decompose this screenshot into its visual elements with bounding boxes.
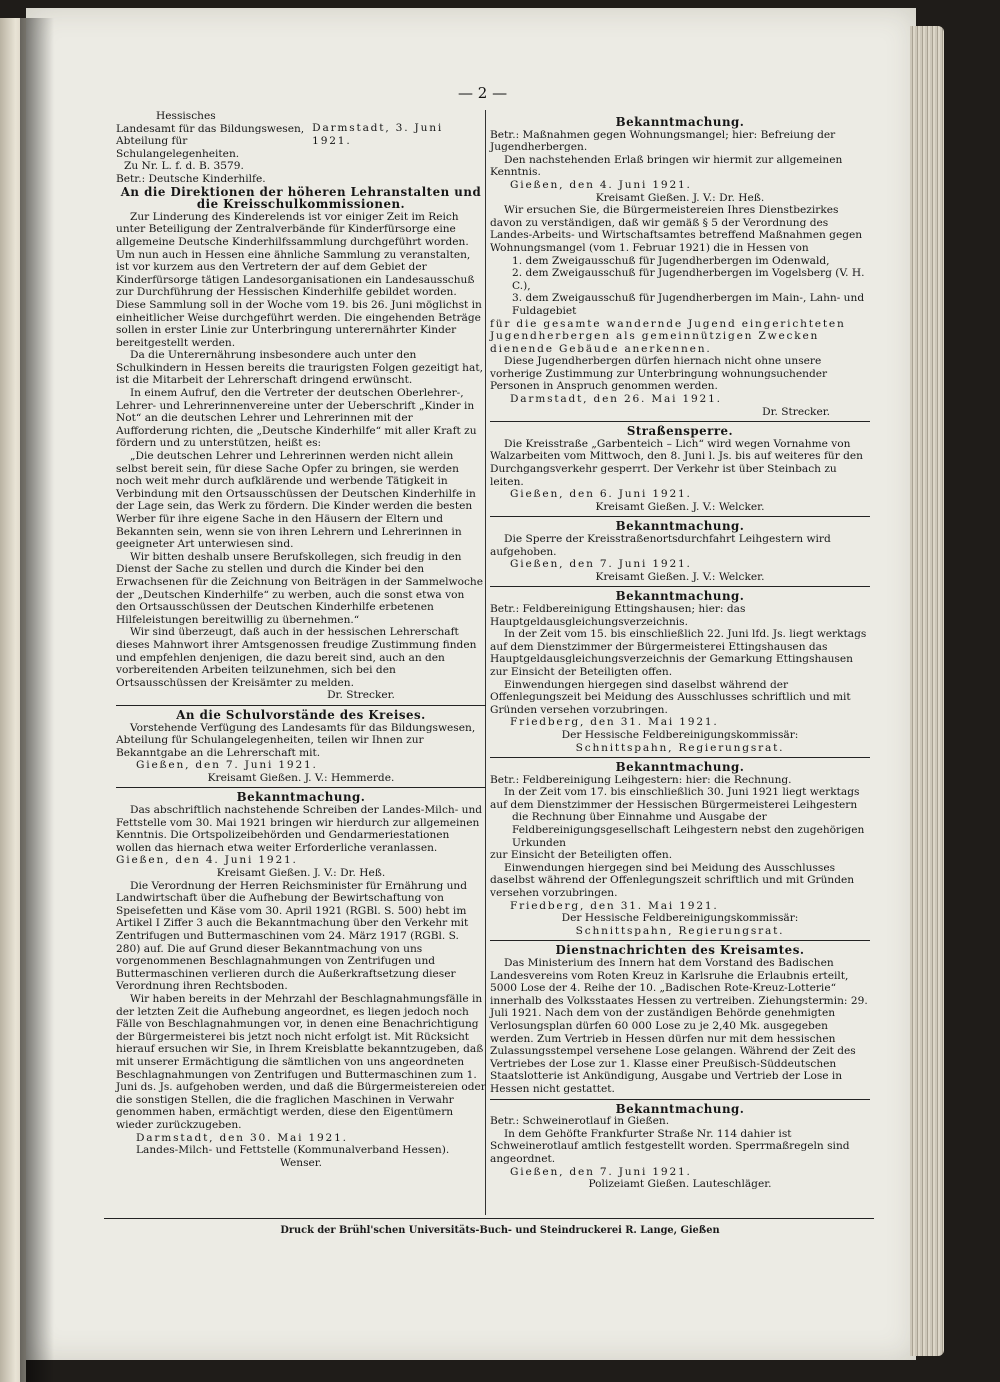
list-item: 1. dem Zweigausschuß für Jugendherbergen im Odenwald, [512,254,830,267]
section-heading: Bekanntmachung. [615,589,745,604]
letterhead [116,110,486,173]
signature: Der Hessische Feldbereinigungskommissär: [561,728,799,741]
subject-line: Betr.: Feldbereinigung Ettingshausen; hier: das Hauptgeldausgleichungsverzeichnis. [490,602,746,628]
signature: Kreisamt Gießen. J. V.: Welcker. [595,570,765,583]
printer-imprint: Druck der Brühl'schen Universitäts-Buch- und Steindruckerei R. Lange, Gießen [280,1225,720,1236]
paragraph: Da die Unterernährung insbesondere auch unter den Schulkindern in Hessen bereits die traurigsten Folgen gezeitigt hat, ist die Mitarbeit der Lehrerschaft dringend erwünscht. [116,349,483,387]
subject-line: Betr.: Deutsche Kinderhilfe. [116,172,266,185]
section-heading: Bekanntmachung. [615,115,745,129]
paragraph: In einem Aufruf, den die Vertreter der deutschen Oberlehrer-, Lehrer- und Lehrerinnenvereine unter der Ueberschrift „Kinder in Not“ an die deutschen Lehrer und Lehrerinnen mit der Aufforderung richten, die „Deutsche Kinderhilfe“ mit aller Kraft zu fördern und zu unterstützen, heißt es: [116,387,477,450]
paragraph: In der Zeit vom 15. bis einschließlich 22. Juni lfd. Js. liegt werktags auf dem Dienstzimmer der Bürgermeisterei Ettingshausen das Hauptgeldausgleichungsverzeichnis der Gemarkung Ettingshausen [490,628,867,666]
paragraph: Wir ersuchen Sie, die Bürgermeistereien Ihres Dienstbezirkes davon zu verständigen, daß wir gemäß § 5 der Verordnung des Landes-Arbeits- und Wirtschaftsamtes betreffend Maßnahmen gegen Wohnungsmangel (vom 1. Februar 1921) die in Hessen von [490,204,863,254]
bottom-rule [104,1218,874,1219]
list-item: 3. dem Zweigausschuß für Jugendherbergen im Main-, Lahn- und Fuldagebiet [512,292,865,317]
subject-line: Betr.: Feldbereinigung Leihgestern: hier: die Rechnung. [490,773,792,786]
section-heading: Dienstnachrichten des Kreisamtes. [555,943,805,958]
divider [490,586,870,587]
paragraph: Die Kreisstraße „Garbenteich – Lich“ wird wegen Vornahme von Walzarbeiten vom Mittwoch, den 8. Juni l. Js. bis auf weiteres für den Durchgangsverkehr gesperrt. Der Verkehr ist über Steinbach zu leiten. [490,437,863,488]
divider [490,940,870,941]
section-heading: An die Schulvorstände des Kreises. [176,707,426,722]
subject-line: Betr.: Schweinerotlauf in Gießen. [490,1115,670,1128]
signature: Kreisamt Gießen. J. V.: Dr. Heß. [595,191,765,204]
paragraph: In dem Gehöfte Frankfurter Straße Nr. 114 dahier ist Schweinerotlauf amtlich festgestellt worden. Sperrmaßregeln sind angeordnet. [490,1127,850,1165]
paragraph: Den nachstehenden Erlaß bringen wir hiermit zur allgemeinen Kenntnis. [490,153,843,179]
office-line: Landesamt für das Bildungswesen, [116,122,305,135]
paragraph: Zur Linderung des Kinderelends ist vor einiger Zeit im Reich unter Beteiligung der Zentralverbände für Kinderfürsorge eine allgemeine Deutsche Kinderhilfssammlung durchgeführt worden. Um nun auch in Hessen eine ähnliche Sammlung zu veranstalten, ist vor kurzem aus den Vertretern der auf dem Gebiet der Kinderfürsorge tätigen Landesorganisationen ein Landesausschuß zur Durchführung der Hessischen Kinderhilfe gebildet worden. Diese Sammlung soll in der Woche vom 19. bis 26. Juni möglichst in einheitlicher Weise durchgeführt werden. Die eingehenden Beträge sollen in erster Linie zur Unterbringung unterernährter Kinder bereitgestellt werden. [116,210,482,349]
office-line: Abteilung für Schulangelegenheiten. [116,135,240,160]
list-item: die Rechnung über Einnahme und Ausgabe der Feldbereinigungsgesellschaft Leihgestern nebst den zugehörigen Urkunden [512,811,865,849]
binding-shadow [20,18,54,1382]
paragraph: Vorstehende Verfügung des Landesamts für das Bildungswesen, Abteilung für Schulangelegenheiten, teilen wir Ihnen zur Bekanntgabe an die Lehrerschaft mit. [116,721,476,759]
paragraph: Die Verordnung der Herren Reichsminister für Ernährung und Landwirtschaft über die Aufhebung der Bewirtschaftung von Speisefetten und Käse vom 30. April 1921 (RGBl. S. 500) hebt im Artikel I Ziffer 3 auch die Bekanntmachung über den Verkehr mit Zentrifugen und Buttermaschinen vom 24. März 1917 (RGBl. S. 280) auf. Die auf Grund dieser Bekanntmachung von uns vorgenommenen Beschlagnahmungen von Zentrifugen und Buttermaschinen verlieren durch die Außerkraftsetzung dieser Verordnung ihren Rechtsboden. [116,879,469,993]
signature: Kreisamt Gießen. J. V.: Welcker. [595,500,765,513]
signature: Der Hessische Feldbereinigungskommissär: [561,912,799,925]
section-heading: Bekanntmachung. [615,519,745,534]
paragraph: Das Ministerium des Innern hat dem Vorstand des Badischen Landesvereins vom Roten Kreuz in Karlsruhe die Erlaubnis erteilt, 5000 Lose der 4. Reihe der 10. „Badischen Rote-Kreuz-Lotterie“ innerhalb des Volksstaates Hessen zu vertreiben. Ziehungstermin: 29. Juli 1921. Nach dem von der zuständigen Behörde genehmigten Verlosungsplan dürfen 60 000 Lose zu je 2,40 Mk. ausgegeben werden. Zum Vertrieb in Hessen dürfen nur mit dem hessischen Zulassungsstempel versehene Lose gelangen. Während der Zeit des Vertriebes der Lose zur 1. Klasse einer Preußisch-Süddeutschen Staatslotterie ist Ankündigung, Ausgabe und Vertrieb der Lose in Hessen nicht gestattet. [490,957,868,1095]
herberge-list [490,255,870,318]
divider [490,421,870,422]
page-number: — 2 — [458,84,508,102]
divider [490,516,870,517]
section-heading: Bekanntmachung. [615,760,745,775]
signature: Polizeiamt Gießen. Lauteschläger. [588,1178,772,1191]
place-date: Gießen, den 7. Juni 1921. [510,1165,692,1178]
place-date: Darmstadt, den 30. Mai 1921. [136,1131,348,1144]
section-heading: Bekanntmachung. [615,1101,745,1116]
paragraph: zur Einsicht der Beteiligten offen. [490,665,673,678]
divider [116,705,486,706]
signature: Kreisamt Gießen. J. V.: Hemmerde. [207,771,395,784]
list-item: 2. dem Zweigausschuß für Jugendherbergen im Vogelsberg (V. H. C.), [512,267,865,292]
place-date: Gießen, den 6. Juni 1921. [510,488,692,501]
paragraph: Wir haben bereits in der Mehrzahl der Beschlagnahmungsfälle in der letzten Zeit die Aufhebung angeordnet, es liegen jedoch noch Fälle von Beschlagnahmungen vor, in denen eine Benachrichtigung der Bürgermeisterei bis jetzt noch nicht erfolgt ist. Mit Rücksicht hierauf ersuchen wir Sie, in Ihrem Kreisblatte bekanntzugeben, daß mit unserer Ermächtigung die sämtlichen von uns angeordneten Beschlagnahmungen von Zentrifugen und Buttermaschinen zum 1. Juni ds. Js. aufgehoben werden, und daß die Bürgermeistereien oder die sonstigen Stellen, die die fraglichen Maschinen in Verwahr genommen haben, ermächtigt werden, diese den Eigentümern wieder zurückzugeben. [116,992,486,1131]
book-page-edges [910,26,944,1356]
divider [490,1099,870,1100]
paragraph: Einwendungen hiergegen sind bei Meidung des Ausschlusses daselbst während der Offenlegungszeit schriftlich und mit Gründen versehen vorzubringen. [490,861,855,900]
place-date: Gießen, den 4. Juni 1921. [116,854,298,867]
paragraph: Wir sind überzeugt, daß auch in der hessischen Lehrerschaft dieses Mahnwort ihrer Amtsgenossen freudige Zustimmung finden und empfehlen denjenigen, die dazu bereit sind, auch an den vorbereitenden Arbeiten teilzunehmen, sich bei den Ortsausschüssen der Kreisämter zu melden. [116,626,477,689]
place-date: Gießen, den 7. Juni 1921. [136,759,318,772]
paragraph: Die Sperre der Kreisstraßenortsdurchfahrt Leihgestern wird aufgehoben. [490,533,831,558]
paragraph: „Die deutschen Lehrer und Lehrerinnen werden nicht allein selbst bereit sein, für diese Sache Opfer zu bringen, sie werden noch weit mehr durch aufklärende und werbende Tätigkeit in Verbindung mit den Ortsausschüssen der Deutschen Kinderhilfe in der Lage sein, das Werk zu fördern. Die Kinder werden die besten Werber für ihre eigene Sache in den Häusern der Eltern und Bekannten sein, wenn sie von ihren Lehrern und Lehrerinnen in geeigneter Art unterwiesen sind. [116,450,476,551]
paragraph: für die gesamte wandernde Jugend eingerichteten Jugendherbergen als gemeinnützigen Zwecken dienende Gebäude anerkennen. [490,317,846,355]
signature: Schnittspahn, Regierungsrat. [575,924,785,937]
left-column [116,110,486,1169]
paragraph: Wir bitten deshalb unsere Berufskollegen, sich freudig in den Dienst der Sache zu stellen und durch die Kinder bei den Erwachsenen für die Zeichnung von Beiträgen in der Sammelwoche der „Deutschen Kinderhilfe“ zu werben, auch die sonst etwa von den Ortsausschüssen der Deutschen Kinderhilfe erbetenen Hilfeleistungen bereitwillig zu übernehmen.“ [116,550,484,626]
section-heading: Straßensperre. [626,424,734,439]
paragraph: Diese Jugendherbergen dürfen hiernach nicht ohne unsere vorherige Zustimmung zur Unterbringung wohnungsuchender Personen in Anspruch genommen werden. [490,355,828,393]
paragraph: Das abschriftlich nachstehende Schreiben der Landes-Milch- und Fettstelle vom 30. Mai 1921 bringen wir hierdurch zur allgemeinen Kenntnis. Die Ortspolizeibehörden und Gendarmeriestationen wollen das hiernach etwa weiter Erforderliche veranlassen. [116,804,483,854]
signature: Schnittspahn, Regierungsrat. [575,741,785,754]
right-column [490,116,870,1191]
signature: Dr. Strecker. [327,689,395,702]
place-date: Friedberg, den 31. Mai 1921. [510,899,719,912]
place-date: Darmstadt, den 26. Mai 1921. [510,393,722,406]
section-heading: An die Direktionen der höheren Lehranstalten und die Kreisschulkommissionen. [120,184,482,212]
place-date: Friedberg, den 31. Mai 1921. [510,716,719,729]
signature: Kreisamt Gießen. J. V.: Dr. Heß. [216,867,386,880]
office-line: Hessisches [156,110,216,122]
place-date: Darmstadt, 3. Juni 1921. [312,122,444,147]
paragraph: Einwendungen hiergegen sind daselbst während der Offenlegungszeit bei Meidung des Ausschlusses schriftlich und mit Gründen versehen vorzubringen. [490,678,851,716]
subject-line: Betr.: Maßnahmen gegen Wohnungsmangel; hier: Befreiung der Jugendherbergen. [490,128,836,154]
office-line: Zu Nr. L. f. d. B. 3579. [124,160,244,173]
signature: Dr. Strecker. [762,405,830,418]
place-date: Gießen, den 4. Juni 1921. [510,178,692,191]
paragraph: zur Einsicht der Beteiligten offen. [490,849,673,862]
section-heading: Bekanntmachung. [236,790,366,805]
signature: Wenser. [279,1156,323,1169]
divider [490,757,870,758]
divider [116,787,486,788]
signature: Landes-Milch- und Fettstelle (Kommunalverband Hessen). [136,1144,450,1157]
place-date: Gießen, den 7. Juni 1921. [510,558,692,571]
paragraph: In der Zeit vom 17. bis einschließlich 30. Juni 1921 liegt werktags auf dem Dienstzimmer der Hessischen Bürgermeisterei Leihgestern [490,786,860,811]
